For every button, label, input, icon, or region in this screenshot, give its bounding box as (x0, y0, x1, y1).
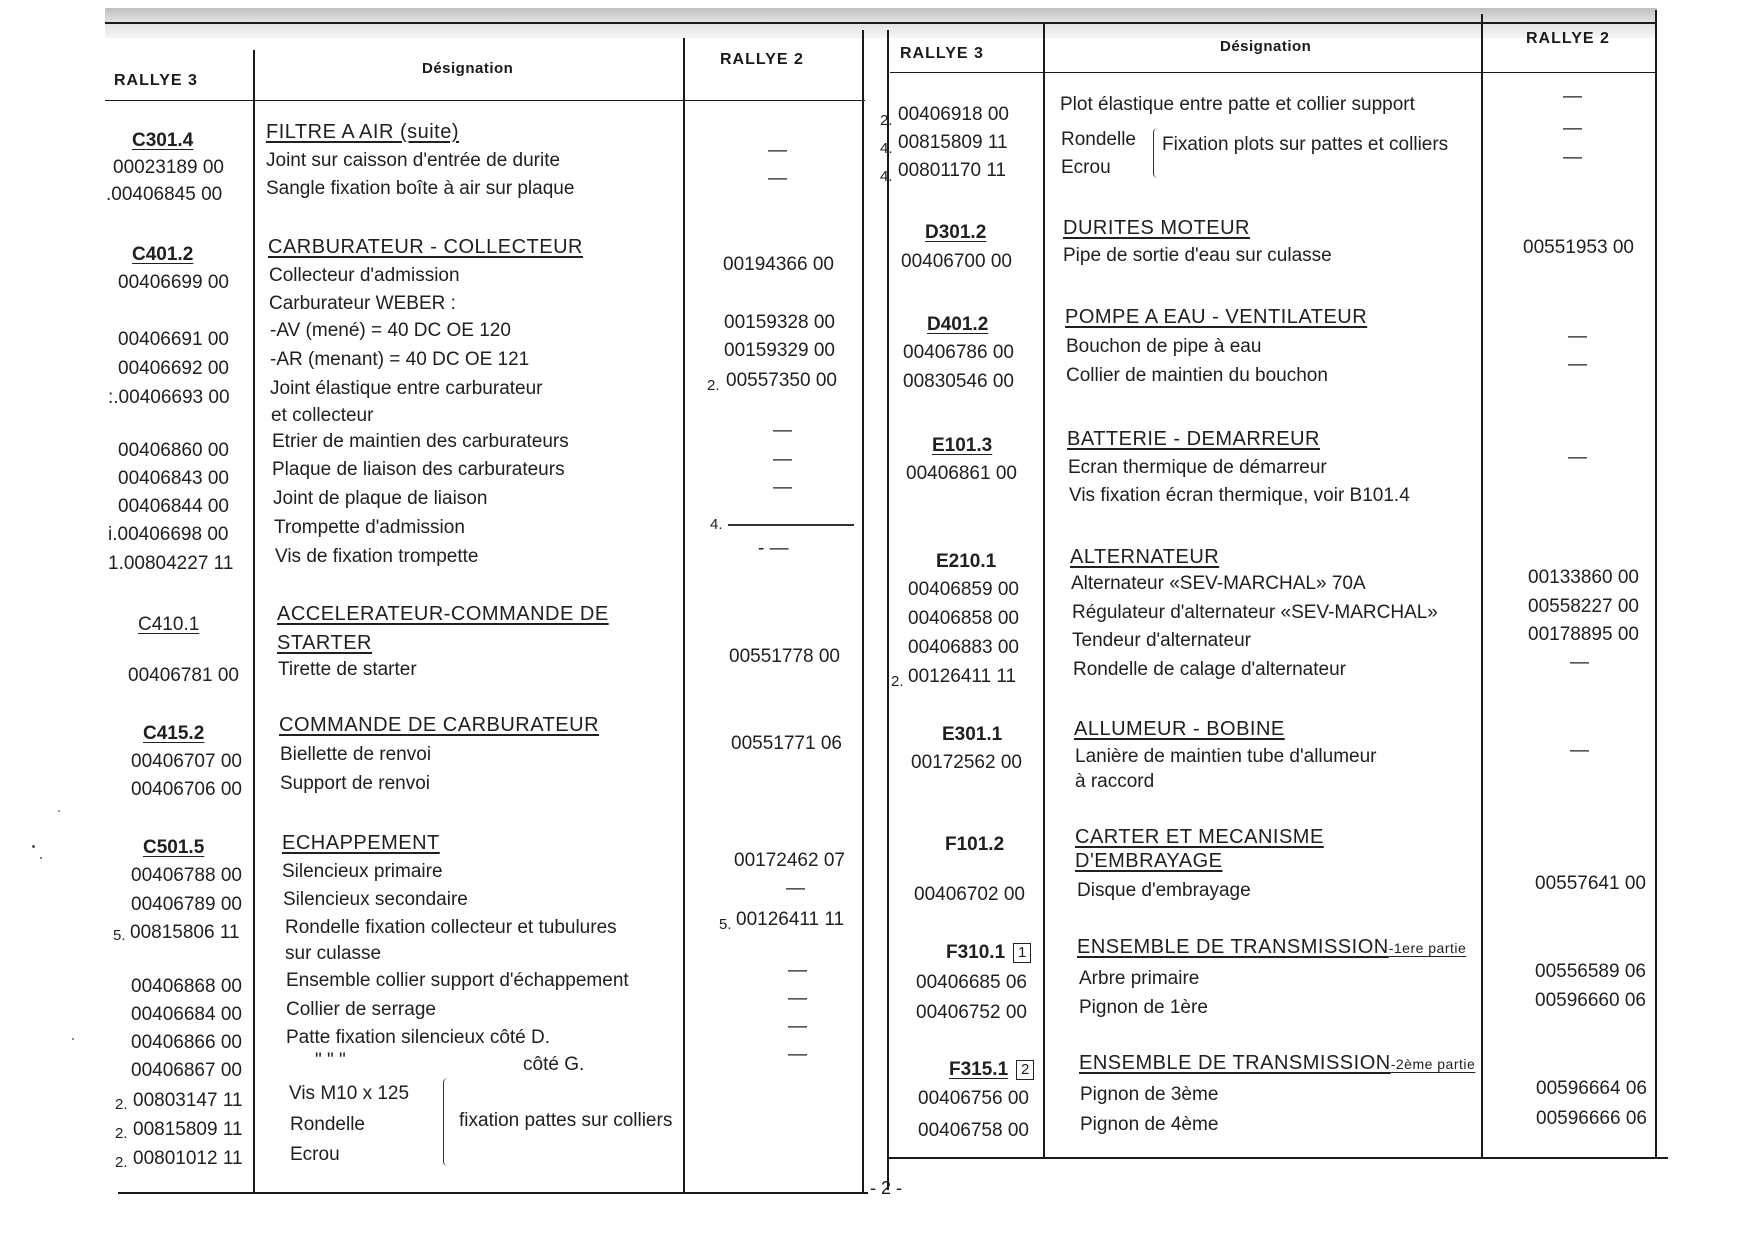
section-code: C415.2 (143, 723, 205, 744)
part-desc: Rondelle fixation collecteur et tubulures (285, 917, 617, 938)
part-ref: 00406707 00 (131, 751, 242, 772)
rallye2-ref: — (788, 960, 807, 981)
part-ref: 00406844 00 (118, 496, 229, 517)
rallye2-ref: — (788, 1016, 807, 1037)
qty-prefix: 2. (891, 673, 904, 690)
part-desc: Silencieux secondaire (283, 889, 468, 910)
scan-speck (72, 1038, 74, 1040)
section-code: C501.5 (143, 837, 205, 858)
section-title: DURITES MOTEUR (1063, 217, 1250, 239)
rallye2-ref: — (773, 477, 792, 498)
part-ref: 00406918 00 (898, 104, 1009, 125)
col-divider-4 (887, 30, 889, 1190)
page-number: - 2 - (870, 1178, 903, 1198)
part-desc: Ensemble collier support d'échappement (286, 970, 629, 991)
part-desc: Plaque de liaison des carburateurs (272, 459, 565, 480)
header-bottom-rule-left (105, 100, 865, 101)
section-title: COMMANDE DE CARBURATEUR (279, 714, 600, 736)
rallye2-ref: 00557350 00 (726, 370, 837, 391)
part-desc: Tirette de starter (278, 659, 417, 680)
part-ref: 00406706 00 (131, 779, 242, 800)
rallye2-ref: — (768, 140, 787, 161)
part-desc: Pignon de 3ème (1080, 1084, 1219, 1105)
rallye2-ref: 00596666 06 (1536, 1108, 1647, 1129)
part-ref: 00815806 11 (130, 922, 240, 943)
section-title-continued: D'EMBRAYAGE (1075, 850, 1223, 872)
brace (443, 1078, 452, 1166)
part-desc: Sangle fixation boîte à air sur plaque (266, 178, 575, 199)
part-ref: 00406700 00 (901, 251, 1012, 272)
part-desc: Ecran thermique de démarreur (1068, 457, 1327, 478)
rallye2-ref: 00194366 00 (723, 254, 834, 275)
header-rallye3-left: RALLYE 3 (114, 72, 198, 89)
section-code: C301.4 (132, 130, 194, 151)
header-rallye3-right: RALLYE 3 (900, 45, 984, 62)
part-desc: Ecrou (290, 1144, 340, 1165)
qty-prefix: 2. (115, 1096, 128, 1113)
bottom-rule-left (118, 1192, 868, 1194)
rallye2-blank-line (728, 524, 854, 526)
part-desc: Collier de maintien du bouchon (1066, 365, 1328, 386)
section-code: E101.3 (932, 435, 993, 456)
section-title: ECHAPPEMENT (282, 832, 440, 854)
part-ref: 00406685 06 (916, 972, 1027, 993)
scan-speck (40, 857, 42, 859)
section-title: POMPE A EAU - VENTILATEUR (1065, 306, 1368, 328)
part-desc: Carburateur WEBER : (269, 293, 456, 314)
section-title: ENSEMBLE DE TRANSMISSION (1077, 936, 1389, 958)
part-desc: Pignon de 1ère (1079, 997, 1208, 1018)
rallye2-ref: 00596664 06 (1536, 1078, 1647, 1099)
part-ref: 00801170 11 (898, 160, 1007, 181)
rallye2-ref: - — (758, 538, 789, 559)
part-desc: Joint sur caisson d'entrée de durite (266, 150, 561, 171)
rallye2-ref: — (773, 420, 792, 441)
section-code: D401.2 (927, 314, 989, 335)
col-divider-6 (1481, 14, 1483, 1158)
section-title: ACCELERATEUR-COMMANDE DE (277, 603, 609, 625)
section-code: C410.1 (138, 614, 200, 635)
part-desc: Silencieux primaire (282, 861, 443, 882)
header-rallye2-right: RALLYE 2 (1526, 30, 1610, 47)
rallye2-ref: — (1568, 354, 1587, 375)
rallye2-ref: 00133860 00 (1528, 567, 1639, 588)
header-designation-right: Désignation (1220, 38, 1312, 55)
part-desc: Rondelle (1061, 129, 1136, 150)
qty-prefix: 5. (719, 916, 732, 933)
rallye2-ref: 00172462 07 (734, 850, 845, 871)
qty-prefix: 2. (707, 377, 720, 394)
brace-note: Fixation plots sur pattes et colliers (1162, 134, 1449, 155)
part-desc: Tendeur d'alternateur (1072, 630, 1251, 651)
part-ref: 00406868 00 (131, 976, 242, 997)
header-designation-left: Désignation (422, 60, 514, 77)
part-desc: Pignon de 4ème (1080, 1114, 1219, 1135)
part-ref: i.00406698 00 (108, 524, 229, 545)
part-ref: 00172562 00 (911, 752, 1022, 773)
part-desc: côté G. (523, 1054, 585, 1075)
part-ref: 00406781 00 (128, 665, 239, 686)
part-ref: 00815809 11 (133, 1119, 243, 1140)
part-desc: Régulateur d'alternateur «SEV-MARCHAL» (1072, 602, 1438, 623)
part-ref: 00406883 00 (908, 637, 1019, 658)
part-desc: Plot élastique entre patte et collier support (1060, 94, 1415, 115)
part-ref: 00406758 00 (918, 1120, 1029, 1141)
part-desc: Trompette d'admission (274, 517, 465, 538)
section-title-suffix: -1ere partie (1388, 940, 1467, 956)
part-ref: 00406786 00 (903, 342, 1014, 363)
qty-prefix: 2. (880, 112, 893, 129)
part-ref: 00406699 00 (118, 272, 229, 293)
rallye2-ref: — (788, 988, 807, 1009)
section-code: F310.1 (946, 942, 1006, 963)
part-ref: 00406858 00 (908, 608, 1019, 629)
rallye2-ref: 00556589 06 (1535, 961, 1646, 982)
section-code-with-box (946, 942, 1031, 964)
part-ref: 00406843 00 (118, 468, 229, 489)
part-ref: 00406861 00 (906, 463, 1017, 484)
section-title-continued: STARTER (277, 632, 372, 654)
section-title: ALLUMEUR - BOBINE (1074, 718, 1285, 740)
part-ref: 00830546 00 (903, 371, 1014, 392)
part-desc-continued: et collecteur (271, 405, 374, 426)
rallye2-ref: 00159329 00 (724, 340, 835, 361)
part-desc: Support de renvoi (280, 773, 430, 794)
section-title: CARBURATEUR - COLLECTEUR (268, 236, 583, 258)
part-ref: 00406867 00 (131, 1060, 242, 1081)
section-title: ENSEMBLE DE TRANSMISSION (1079, 1052, 1391, 1074)
bottom-rule-right (888, 1157, 1668, 1159)
part-ref: 00406684 00 (131, 1004, 242, 1025)
section-code: D301.2 (925, 222, 987, 243)
part-ref: 00406756 00 (918, 1088, 1029, 1109)
part-ref: 00406859 00 (908, 579, 1019, 600)
part-desc: -AV (mené) = 40 DC OE 120 (270, 320, 511, 341)
part-ref: .00406845 00 (106, 184, 223, 205)
part-desc: Etrier de maintien des carburateurs (272, 431, 569, 452)
part-ref: 00406866 00 (131, 1032, 242, 1053)
part-ref: 00406788 00 (131, 865, 242, 886)
rallye2-ref: 00551771 06 (731, 733, 842, 754)
rallye2-ref: — (1563, 118, 1582, 139)
scan-speck (32, 845, 35, 848)
col-divider-5 (1043, 22, 1045, 1158)
rallye2-ref: — (1568, 447, 1587, 468)
part-desc: Rondelle (290, 1114, 365, 1135)
part-ref: :.00406693 00 (108, 387, 230, 408)
col-divider-2 (683, 38, 685, 1192)
section-code: C401.2 (132, 244, 194, 265)
part-ref: 00801012 11 (133, 1148, 243, 1169)
rallye2-ref: — (788, 1044, 807, 1065)
part-desc: -AR (menant) = 40 DC OE 121 (270, 349, 530, 370)
section-code: E301.1 (942, 724, 1003, 745)
header-top-rule (105, 22, 1657, 24)
part-ref: 00803147 11 (133, 1090, 243, 1111)
section-title-line (1077, 936, 1466, 959)
col-divider-3 (862, 30, 864, 1192)
rallye2-ref: — (1568, 326, 1587, 347)
part-ref: 00406692 00 (118, 358, 229, 379)
part-desc: Collecteur d'admission (269, 265, 460, 286)
note-box: 2 (1016, 1060, 1034, 1080)
part-desc: Disque d'embrayage (1077, 880, 1251, 901)
section-code: F315.1 (949, 1059, 1009, 1080)
part-desc: Lanière de maintien tube d'allumeur (1075, 746, 1377, 767)
part-desc: Ecrou (1061, 157, 1111, 178)
part-desc: Joint de plaque de liaison (273, 488, 488, 509)
part-desc: Pipe de sortie d'eau sur culasse (1063, 245, 1332, 266)
qty-prefix: 5. (113, 927, 126, 944)
section-title: CARTER ET MECANISME (1075, 826, 1324, 848)
part-desc: Alternateur «SEV-MARCHAL» 70A (1071, 573, 1366, 594)
part-desc: Rondelle de calage d'alternateur (1073, 659, 1346, 680)
rallye2-ref: 00596660 06 (1535, 990, 1646, 1011)
rallye2-ref: 00557641 00 (1535, 873, 1646, 894)
section-title-line (1079, 1052, 1475, 1075)
rallye2-ref: — (786, 878, 805, 899)
rallye2-ref: — (768, 168, 787, 189)
part-desc: Bouchon de pipe à eau (1066, 336, 1262, 357)
rallye2-ref: — (1570, 740, 1589, 761)
qty-prefix: 2. (115, 1154, 128, 1171)
rallye2-ref: 00558227 00 (1528, 596, 1639, 617)
section-title-suffix: -2ème partie (1390, 1056, 1476, 1072)
part-desc: Vis M10 x 125 (289, 1083, 410, 1104)
part-desc: Biellette de renvoi (280, 744, 432, 765)
section-title: BATTERIE - DEMARREUR (1067, 428, 1320, 450)
rallye2-ref: 00178895 00 (1528, 624, 1639, 645)
part-desc: Arbre primaire (1079, 968, 1200, 989)
header-rallye2-left: RALLYE 2 (720, 51, 804, 68)
rallye2-ref: 00551953 00 (1523, 237, 1634, 258)
ditto-marks: " " " (315, 1050, 346, 1071)
section-title: ALTERNATEUR (1070, 546, 1220, 568)
part-desc-continued: à raccord (1075, 771, 1155, 792)
scan-speck (58, 810, 60, 812)
part-desc: Patte fixation silencieux côté D. (286, 1027, 551, 1048)
part-desc: Collier de serrage (286, 999, 436, 1020)
note-box: 1 (1013, 943, 1031, 963)
part-ref: 00023189 00 (113, 157, 224, 178)
rallye2-ref: 00551778 00 (729, 646, 840, 667)
section-code: E210.1 (936, 551, 997, 572)
section-code-with-box (949, 1059, 1034, 1081)
part-ref: 00815809 11 (898, 132, 1008, 153)
brace (1153, 128, 1162, 178)
part-ref: 00126411 11 (908, 666, 1017, 687)
qty-prefix: 4. (880, 140, 893, 157)
qty-prefix: 2. (115, 1125, 128, 1142)
col-divider-1 (253, 50, 255, 1192)
part-desc: Joint élastique entre carburateur (270, 378, 543, 399)
rallye2-ref: 00159328 00 (724, 312, 835, 333)
part-ref: 1.00804227 11 (108, 553, 234, 574)
rallye2-ref: — (1570, 652, 1589, 673)
col-divider-7 (1655, 10, 1657, 1158)
part-ref: 00406860 00 (118, 440, 229, 461)
part-desc-continued: sur culasse (285, 943, 382, 964)
part-ref: 00406691 00 (118, 329, 229, 350)
section-title: FILTRE A AIR (suite) (266, 121, 460, 143)
part-ref: 00406702 00 (914, 884, 1025, 905)
part-ref: 00406789 00 (131, 894, 242, 915)
rallye2-ref: — (1563, 86, 1582, 107)
qty-prefix: 4. (880, 168, 893, 185)
header-bottom-rule-right (890, 72, 1657, 73)
section-code: F101.2 (945, 834, 1005, 855)
part-desc: Vis de fixation trompette (275, 546, 479, 567)
part-ref: 00406752 00 (916, 1002, 1027, 1023)
rallye2-ref: — (773, 449, 792, 470)
part-desc: Vis fixation écran thermique, voir B101.4 (1069, 485, 1410, 506)
brace-note: fixation pattes sur colliers (459, 1110, 673, 1131)
rallye2-ref: 00126411 11 (736, 909, 845, 930)
rallye2-ref: — (1563, 147, 1582, 168)
qty-prefix: 4. (710, 516, 723, 533)
